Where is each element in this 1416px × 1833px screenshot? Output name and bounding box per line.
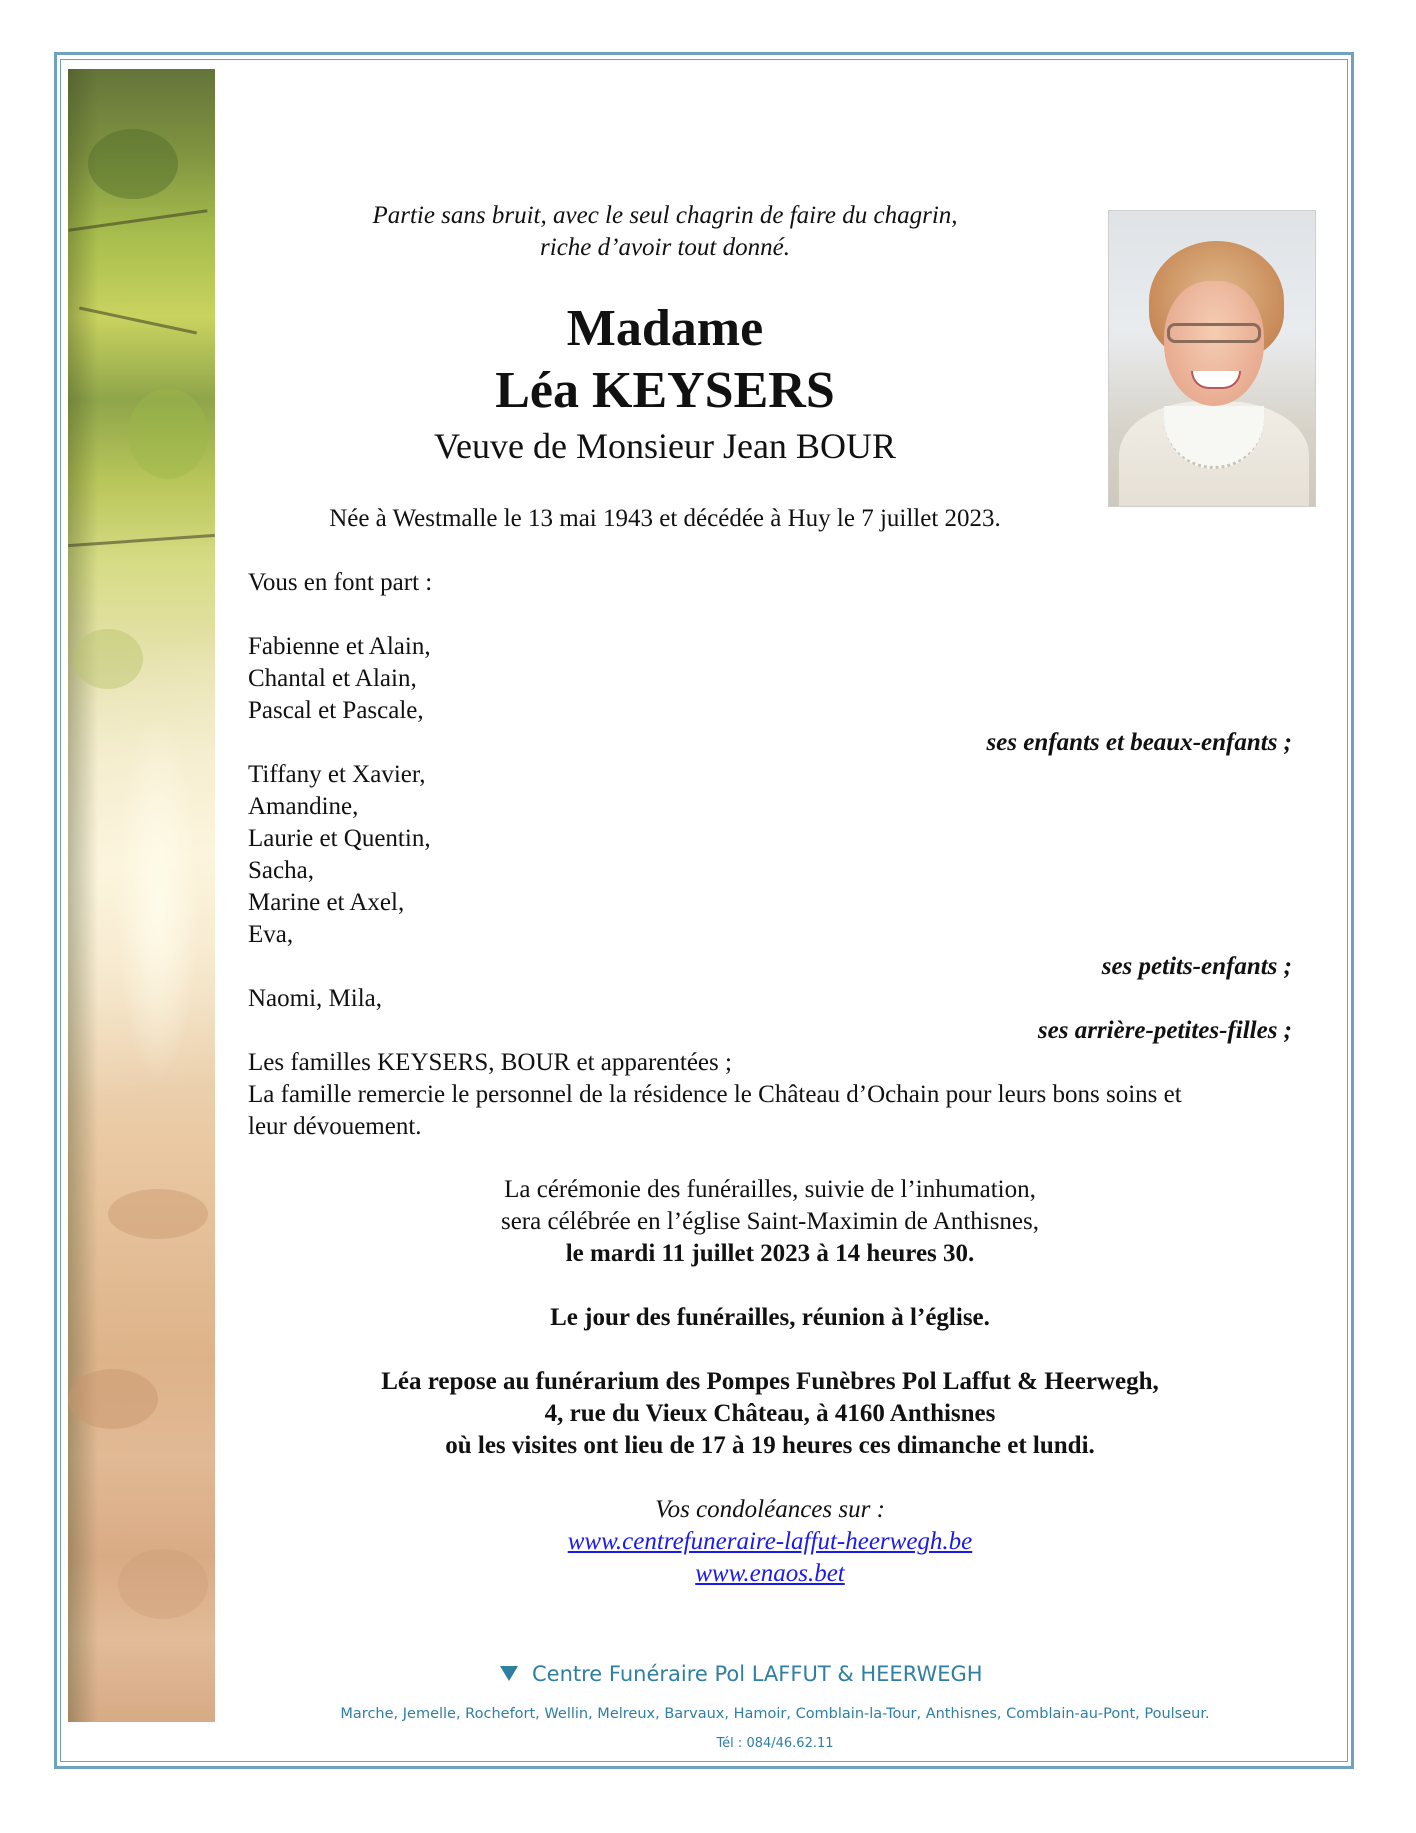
widow-of: Veuve de Monsieur Jean BOUR xyxy=(434,426,896,466)
forest-path-image xyxy=(68,69,215,1722)
deceased-name: Léa KEYSERS xyxy=(495,362,835,419)
birth-death-line: Née à Westmalle le 13 mai 1943 et décédée à Huy le 7 juillet 2023. xyxy=(329,505,1001,532)
intro-text: Vous en font part : xyxy=(248,569,433,596)
condolences-link-1-row xyxy=(350,1529,1190,1554)
great-grandchildren: Naomi, Mila, xyxy=(248,985,383,1012)
gathering-line: Le jour des funérailles, réunion à l’église. xyxy=(550,1304,990,1331)
list-item: Pascal et Pascale, xyxy=(248,697,424,724)
thanks-line-1: La famille remercie le personnel de la résidence le Château d’Ochain pour leurs bons soins et xyxy=(248,1081,1182,1108)
list-item: Laurie et Quentin, xyxy=(248,825,431,852)
repose-line-1: Léa repose au funérarium des Pompes Funèbres Pol Laffut & Heerwegh, xyxy=(381,1368,1159,1395)
repose-visits: où les visites ont lieu de 17 à 19 heures ces dimanche et lundi. xyxy=(445,1432,1095,1459)
repose-address: 4, rue du Vieux Château, à 4160 Anthisnes xyxy=(544,1400,996,1427)
footer-phone: Tél : 084/46.62.11 xyxy=(716,1736,834,1751)
ceremony-line-1: La cérémonie des funérailles, suivie de l’inhumation, xyxy=(504,1176,1036,1203)
list-item: Amandine, xyxy=(248,793,359,820)
list-item: Tiffany et Xavier, xyxy=(248,761,426,788)
footer-towns: Marche, Jemelle, Rochefort, Wellin, Melreux, Barvaux, Hamoir, Comblain-la-Tour, Anthisnes, Comblain-au-Pont, Poulseur. xyxy=(340,1706,1210,1722)
ceremony-date: le mardi 11 juillet 2023 à 14 heures 30. xyxy=(565,1240,975,1267)
list-item: Eva, xyxy=(248,921,294,948)
list-item: Chantal et Alain, xyxy=(248,665,417,692)
deceased-title: Madame xyxy=(566,300,764,357)
condolences-link-2-row xyxy=(350,1561,1190,1586)
triangle-down-icon xyxy=(500,1666,518,1681)
children-label: ses enfants et beaux-enfants ; xyxy=(986,729,1292,756)
grandchildren-label: ses petits-enfants ; xyxy=(1101,953,1292,980)
list-item: Sacha, xyxy=(248,857,314,884)
funeral-center-name-text: Centre Funéraire Pol LAFFUT & HEERWEGH xyxy=(532,1662,983,1686)
ceremony-line-2: sera célébrée en l’église Saint-Maximin de Anthisnes, xyxy=(500,1208,1040,1235)
funeral-center-name xyxy=(500,1662,1060,1686)
list-item: Marine et Axel, xyxy=(248,889,405,916)
thanks-line-2: leur dévouement. xyxy=(248,1113,422,1140)
condolences-label: Vos condoléances sur : xyxy=(655,1496,885,1523)
condolences-link-enaos[interactable]: www.enaos.bet xyxy=(695,1560,845,1587)
epigraph-line-2: riche d’avoir tout donné. xyxy=(540,234,790,261)
epigraph-line-1: Partie sans bruit, avec le seul chagrin de faire du chagrin, xyxy=(372,202,958,229)
great-grandchildren-label: ses arrière-petites-filles ; xyxy=(1037,1017,1292,1044)
condolences-link-funeral-center[interactable]: www.centrefuneraire-laffut-heerwegh.be xyxy=(567,1528,973,1555)
portrait-photo xyxy=(1108,210,1316,507)
families-line: Les familles KEYSERS, BOUR et apparentées ; xyxy=(248,1049,732,1076)
list-item: Fabienne et Alain, xyxy=(248,633,431,660)
